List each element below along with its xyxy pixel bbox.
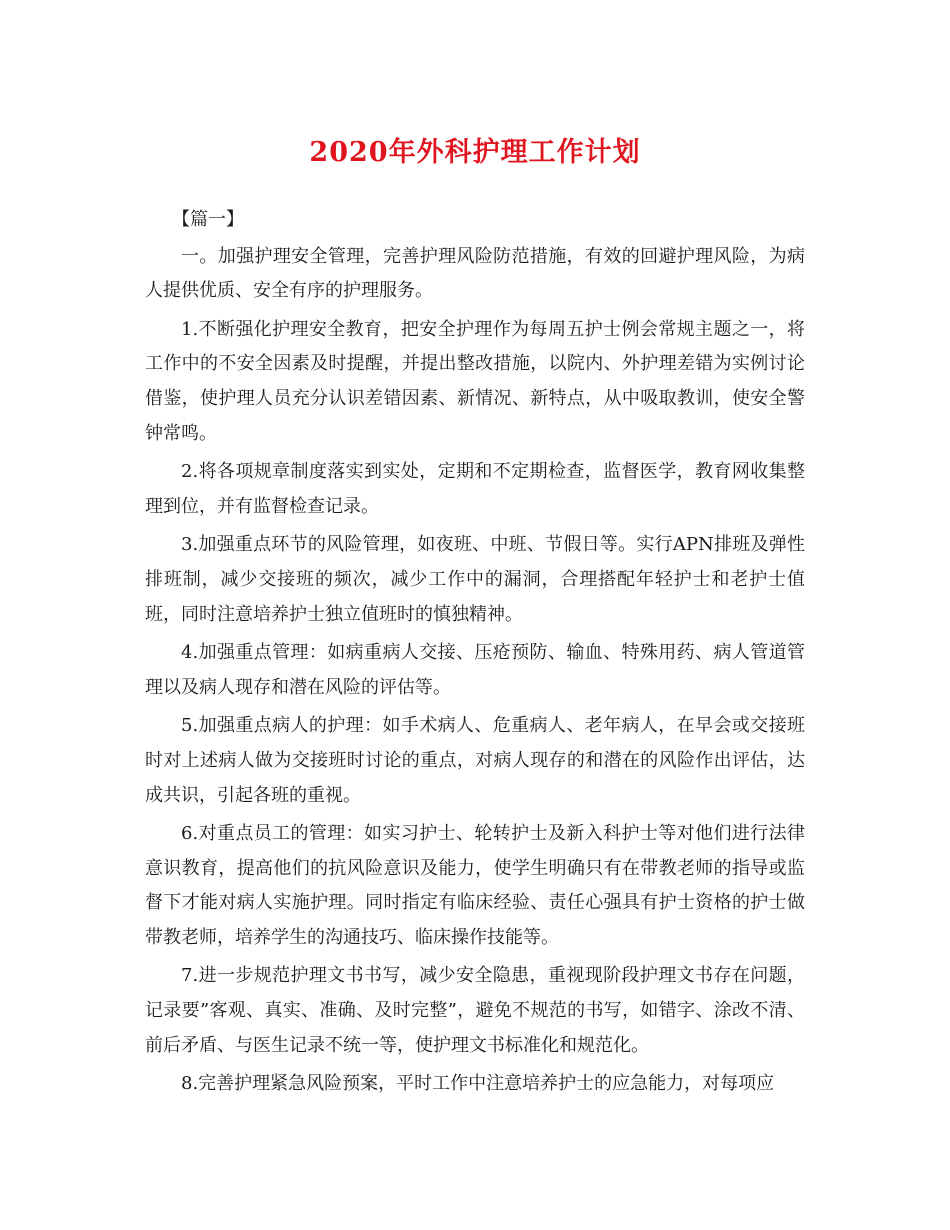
paragraph-item-7: 7.进一步规范护理文书书写，减少安全隐患，重视现阶段护理文书存在问题，记录要”客观、真实、准确、及时完整”，避免不规范的书写，如错字、涂改不清、前后矛盾、与医生记录不统一等，使护理文书标准化和规范化。 bbox=[145, 965, 805, 1056]
paragraph-item-8: 8.完善护理紧急风险预案，平时工作中注意培养护士的应急能力，对每项应 bbox=[181, 1073, 775, 1095]
paragraph-item-3: 3.加强重点环节的风险管理，如夜班、中班、节假日等。实行APN排班及弹性排班制，减少交接班的频次，减少工作中的漏洞，合理搭配年轻护士和老护士值班，同时注意培养护士独立值班时的慎独精神。 bbox=[145, 534, 805, 625]
document-title: 2020年外科护理工作计划 bbox=[309, 137, 641, 168]
paragraph-item-4: 4.加强重点管理：如病重病人交接、压疮预防、输血、特殊用药、病人管道管理以及病人现存和潜在风险的评估等。 bbox=[145, 642, 805, 698]
paragraph-intro: 一。加强护理安全管理，完善护理风险防范措施，有效的回避护理风险，为病人提供优质、安全有序的护理服务。 bbox=[145, 245, 805, 302]
paragraph-item-6: 6.对重点员工的管理：如实习护士、轮转护士及新入科护士等对他们进行法律意识教育，提高他们的抗风险意识及能力，使学生明确只有在带教老师的指导或监督下才能对病人实施护理。同时指定有临床经验、责任心强具有护士资格的护士做带教老师，培养学生的沟通技巧、临床操作技能等。 bbox=[145, 823, 805, 948]
paragraph-item-5: 5.加强重点病人的护理：如手术病人、危重病人、老年病人，在早会或交接班时对上述病人做为交接班时讨论的重点，对病人现存的和潜在的风险作出评估，达成共识，引起各班的重视。 bbox=[145, 715, 805, 806]
paragraph-item-1: 1.不断强化护理安全教育，把安全护理作为每周五护士例会常规主题之一，将工作中的不安全因素及时提醒，并提出整改措施，以院内、外护理差错为实例讨论借鉴，使护理人员充分认识差错因素、新情况、新特点，从中吸取教训，使安全警钟常鸣。 bbox=[145, 318, 805, 444]
document-body bbox=[145, 203, 805, 1106]
section-label: 【篇一】 bbox=[172, 209, 244, 230]
paragraph-item-2: 2.将各项规章制度落实到实处，定期和不定期检查，监督医学，教育网收集整理到位，并有监督检查记录。 bbox=[145, 461, 805, 517]
